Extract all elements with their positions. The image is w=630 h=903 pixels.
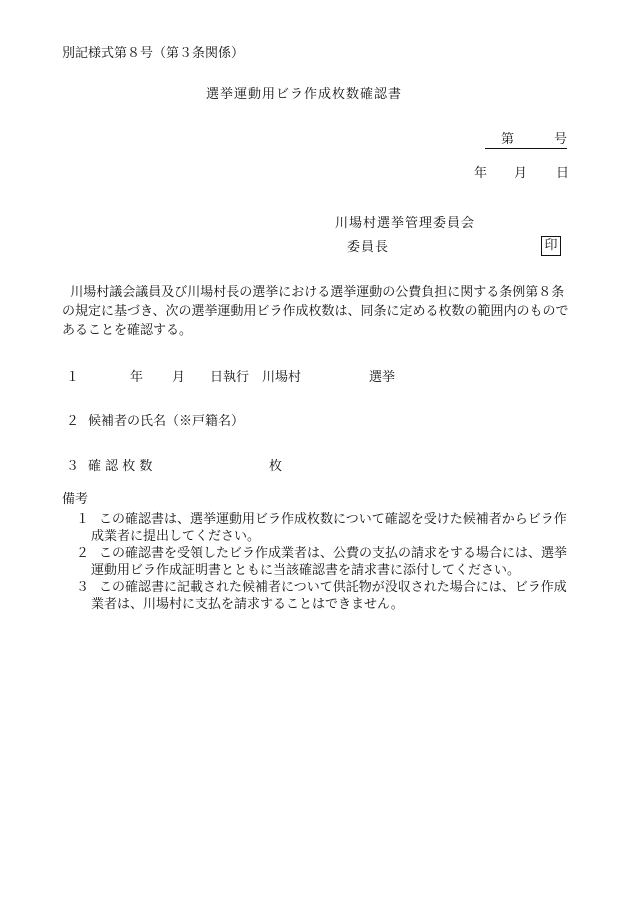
item-1-number: １ [66, 370, 80, 385]
remark-note-1 [76, 511, 572, 545]
seal-mark: 印 [541, 236, 561, 256]
item-3-number: ３ [66, 459, 80, 474]
form-header: 別記様式第８号（第３条関係） [62, 46, 245, 61]
item-1-village: 川場村 [262, 370, 302, 385]
body-text: 川場村議会議員及び川場村長の選挙における選挙運動の公費負担に関する条例第８条の規定に基づき、次の選挙運動用ビラ作成枚数は、同条に定める枚数の範囲内のものであることを確認する。 [62, 285, 569, 338]
item-1-year: 年 [130, 370, 144, 385]
remark-note-2-text: この確認書を受領したビラ作成業者は、公費の支払の請求をする場合には、選挙運動用ビラ作成証明書とともに当該確認書を請求書に添付してください。 [91, 546, 568, 578]
date-year: 年 [474, 166, 488, 181]
item-2-label: 候補者の氏名（※戸籍名） [88, 414, 245, 429]
date-day: 日 [556, 166, 570, 181]
go-label: 号 [554, 132, 568, 147]
remarks-heading: 備考 [62, 492, 89, 507]
remark-note-3 [76, 579, 572, 613]
body-paragraph [62, 283, 572, 340]
remark-note-3-text: この確認書に記載された候補者について供託物が没収された場合には、ビラ作成業者は、川場村に支払を請求することはできません。 [91, 580, 567, 612]
item-3-label: 確 認 枚 数 [88, 459, 153, 474]
document-title: 選挙運動用ビラ作成枚数確認書 [206, 87, 403, 102]
issuer-chair: 委員長 [347, 240, 390, 255]
item-1-election: 選挙 [369, 370, 396, 385]
remark-note-1-number: １ [76, 512, 90, 527]
item-3-unit: 枚 [269, 459, 283, 474]
remark-note-2-number: ２ [76, 546, 90, 561]
date-month: 月 [514, 166, 528, 181]
issuer-committee: 川場村選挙管理委員会 [335, 216, 476, 231]
item-1-month: 月 [172, 370, 186, 385]
remark-note-2 [76, 545, 572, 579]
dai-label: 第 [501, 132, 515, 147]
remark-note-3-number: ３ [76, 580, 90, 595]
document-number [485, 133, 567, 149]
item-1-day-exec: 日執行 [210, 370, 250, 385]
item-2-number: ２ [66, 414, 80, 429]
remark-note-1-text: この確認書は、選挙運動用ビラ作成枚数について確認を受けた候補者からビラ作成業者に提出してください。 [91, 512, 567, 544]
